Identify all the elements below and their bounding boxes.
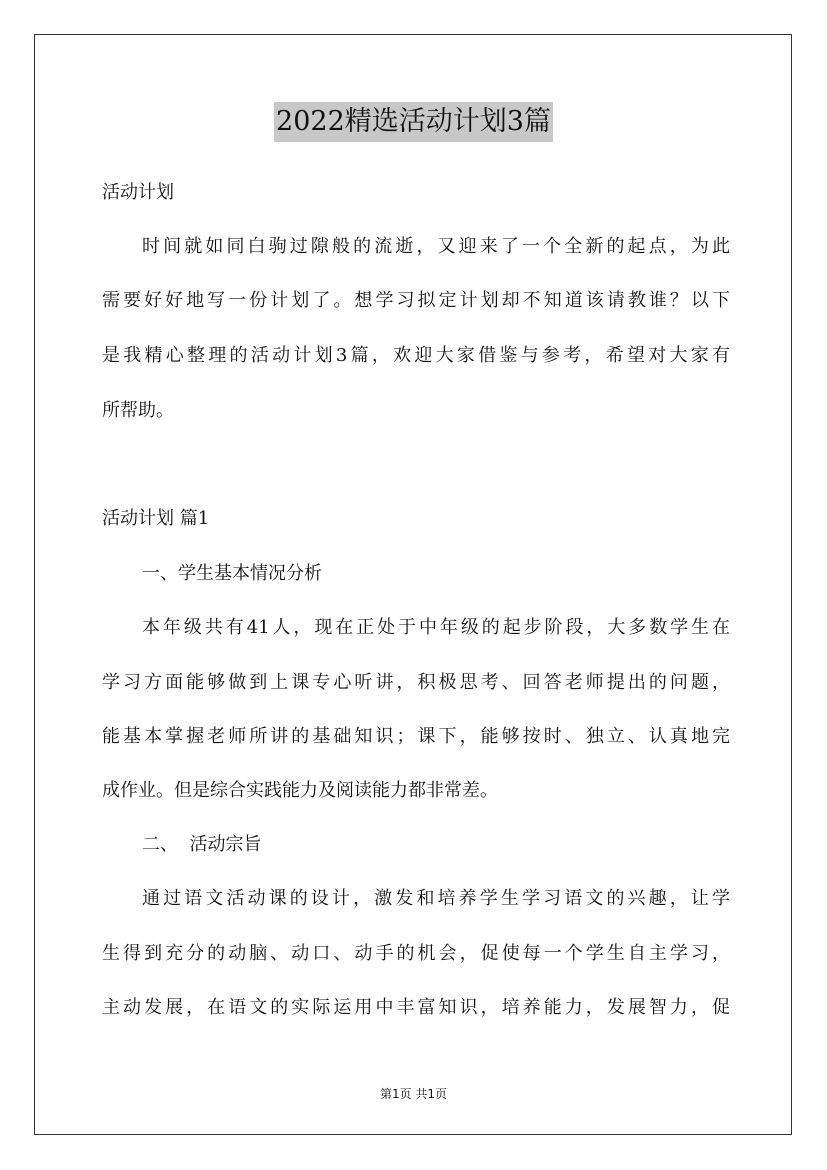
paragraph-line: 通过语文活动课的设计，激发和培养学生学习语文的兴趣，让学: [142, 888, 730, 909]
section-label: 活动计划: [102, 182, 174, 203]
paragraph-line: 主动发展，在语文的实际运用中丰富知识，培养能力，发展智力，促: [102, 997, 730, 1018]
intro-line: 需要好好地写一份计划了。想学习拟定计划却不知道该请教谁？以下: [102, 290, 730, 311]
page-footer: 第1页 共1页: [379, 1087, 448, 1101]
heading-activity-purpose: 二、 活动宗旨: [142, 834, 262, 855]
intro-line: 是我精心整理的活动计划3篇，欢迎大家借鉴与参考，希望对大家有: [102, 345, 730, 366]
paragraph-line: 能基本掌握老师所讲的基础知识；课下，能够按时、独立、认真地完: [102, 726, 730, 747]
paragraph-line: 学习方面能够做到上课专心听讲，积极思考、回答老师提出的问题，: [102, 672, 730, 693]
paragraph-line: 本年级共有41人，现在正处于中年级的起步阶段，大多数学生在: [142, 617, 730, 638]
paragraph-line: 成作业。但是综合实践能力及阅读能力都非常差。: [102, 780, 498, 801]
intro-line: 所帮助。: [102, 400, 174, 421]
intro-line: 时间就如同白驹过隙般的流逝，又迎来了一个全新的起点，为此: [142, 236, 730, 257]
paragraph-line: 生得到充分的动脑、动口、动手的机会，促使每一个学生自主学习，: [102, 943, 730, 964]
heading-student-analysis: 一、学生基本情况分析: [142, 563, 322, 584]
title-wrap: [0, 102, 827, 142]
article-heading: 活动计划 篇1: [102, 508, 210, 529]
document-title: 2022精选活动计划3篇: [274, 102, 553, 142]
